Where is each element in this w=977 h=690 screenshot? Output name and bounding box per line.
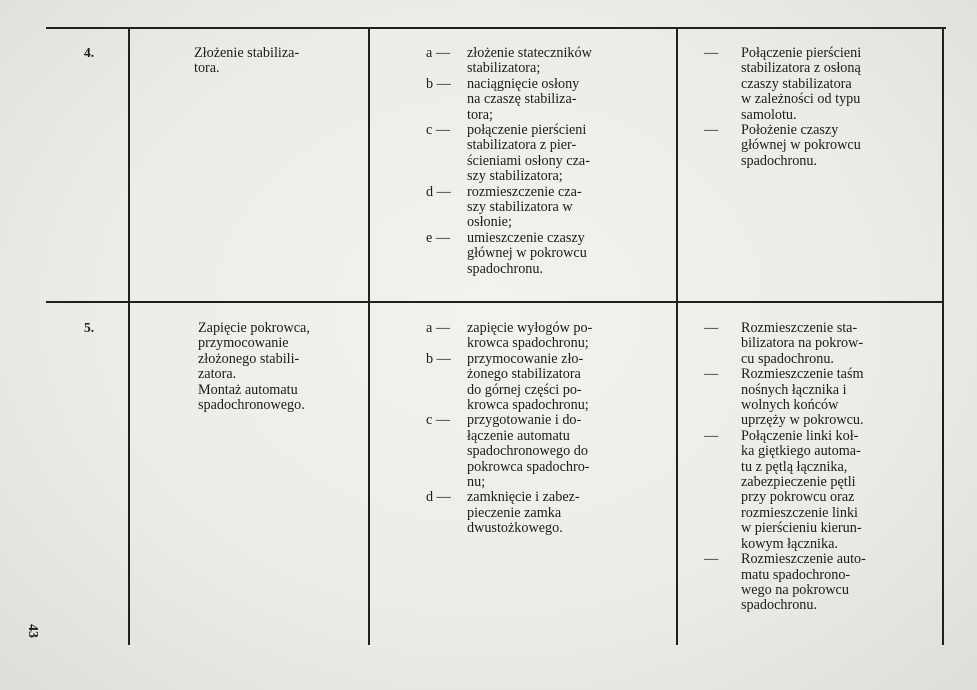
step-label: e — (426, 229, 451, 246)
step-label: d — (426, 183, 451, 200)
step-item (426, 352, 646, 414)
step-label: d — (426, 489, 451, 506)
step-text: połączenie pierścieni stabilizatora z pier- ścieniami osłony cza- szy stabilizatora; (467, 122, 590, 185)
row-4-number: 4. (84, 45, 95, 60)
row-4-notes (704, 46, 924, 169)
note-text: Połączenie linki koł- ka giętkiego automa- tu z pętlą łącznika, zabezpieczenie pętli przy pokrowcu oraz rozmieszczenie linki w pierścieniu kierun- kowym łącznika. (741, 427, 862, 552)
row-5-steps (426, 321, 646, 537)
step-item (426, 77, 646, 123)
step-label: b — (426, 350, 451, 367)
step-text: przymocowanie zło- żonego stabilizatora do górnej części po- krowca spadochronu; (467, 350, 589, 414)
step-label: a — (426, 320, 451, 336)
step-text: rozmieszczenie cza- szy stabilizatora w osłonie; (467, 183, 582, 231)
note-item: — Rozmieszczenie sta- bilizatora na pokrow- cu spadochronu. (704, 320, 864, 367)
step-item (426, 413, 646, 490)
note-item: — Rozmieszczenie taśm nośnych łącznika i wolnych końców uprzęży w pokrowcu. (704, 366, 864, 429)
note-item: — Połączenie pierścieni stabilizatora z osłoną czaszy stabilizatora w zależności od typu samolotu. (704, 45, 862, 123)
note-text: Rozmieszczenie sta- bilizatora na pokrow- cu spadochronu. (741, 320, 864, 367)
table-top-rule (46, 27, 946, 29)
step-text: umieszczenie czaszy głównej w pokrowcu spadochronu. (467, 229, 587, 277)
note-item: — Położenie czaszy głównej w pokrowcu spadochronu. (704, 122, 861, 169)
step-label: a — (426, 45, 451, 61)
step-label: c — (426, 412, 451, 429)
step-label: c — (426, 122, 451, 139)
step-item (426, 231, 646, 277)
column-rule-3 (676, 27, 678, 645)
column-rule-1 (128, 27, 130, 645)
row-4-steps (426, 46, 646, 277)
row-5-name: Zapięcie pokrowca, przymocowanie złożonego stabili- zatora. Montaż automatu spadochronowego. (198, 320, 310, 414)
note-text: Rozmieszczenie auto- matu spadochrono- wego na pokrowcu spadochronu. (741, 551, 866, 614)
note-text: Połączenie pierścieni stabilizatora z osłoną czaszy stabilizatora w zależności od typu samolotu. (741, 45, 862, 123)
step-item (426, 46, 646, 77)
note-text: Położenie czaszy głównej w pokrowcu spadochronu. (741, 122, 861, 169)
note-text: Rozmieszczenie taśm nośnych łącznika i wolnych końców uprzęży w pokrowcu. (741, 366, 864, 429)
step-item (426, 490, 646, 536)
step-text: przygotowanie i do- łączenie automatu spadochronowego do pokrowca spadochro- nu; (467, 412, 590, 491)
step-text: zapięcie wyłogów po- krowca spadochronu; (467, 320, 593, 352)
step-label: b — (426, 75, 451, 92)
row-5-notes (704, 321, 924, 614)
step-text: złożenie stateczników stabilizatora; (467, 45, 592, 77)
page-number: 43 (25, 624, 40, 638)
step-text: naciągnięcie osłony na czaszę stabiliza- tora; (467, 75, 580, 123)
row-4-name: Złożenie stabiliza- tora. (194, 45, 300, 77)
step-item (426, 123, 646, 185)
column-rule-4 (942, 27, 944, 645)
note-item: — Połączenie linki koł- ka giętkiego automa- tu z pętlą łącznika, zabezpieczenie pętli przy pokrowcu oraz rozmieszczenie linki w pierścieniu kierun- kowym łącznika. (704, 427, 862, 552)
step-text: zamknięcie i zabez- pieczenie zamka dwustożkowego. (467, 489, 580, 537)
note-item: — Rozmieszczenie auto- matu spadochrono- wego na pokrowcu spadochronu. (704, 551, 866, 614)
column-rule-2 (368, 27, 370, 645)
step-item (426, 321, 646, 352)
row-5-number: 5. (84, 320, 95, 335)
step-item (426, 185, 646, 231)
row-divider (46, 301, 942, 303)
